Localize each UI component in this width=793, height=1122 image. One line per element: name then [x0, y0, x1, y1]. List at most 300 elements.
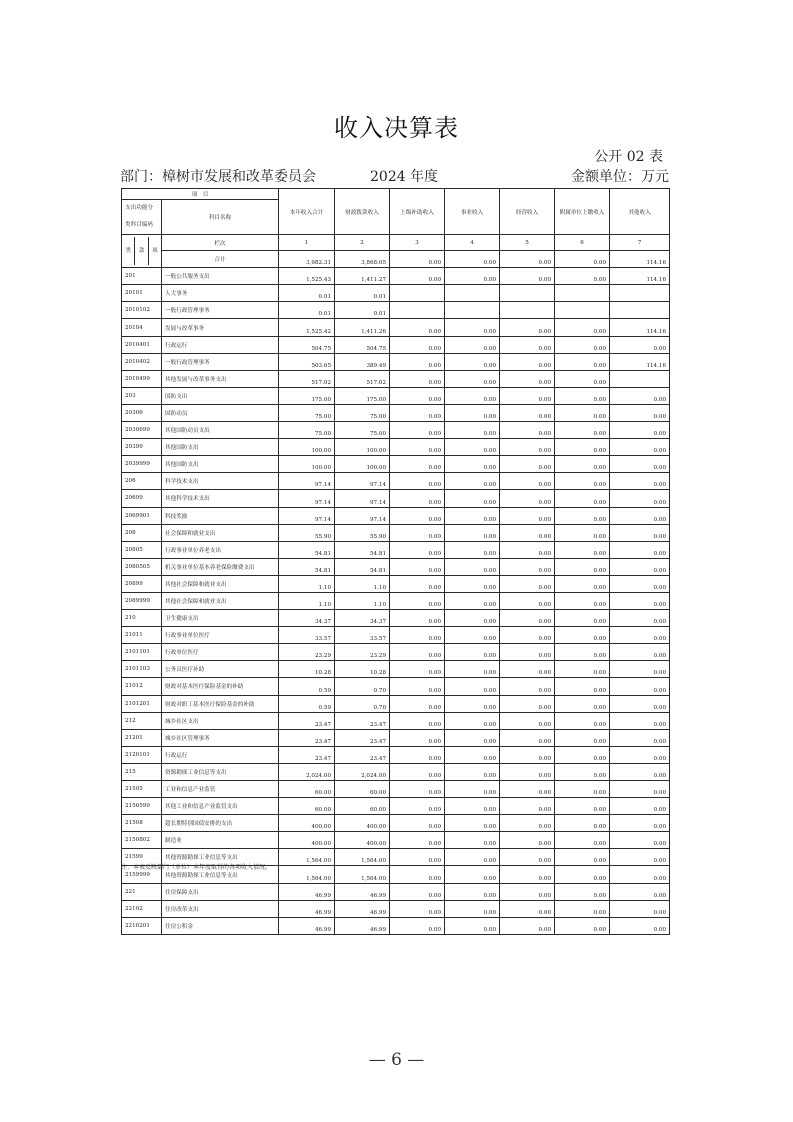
subject-name: 其他科学技术支出 — [162, 490, 279, 507]
amount-cell: 100.00 — [279, 439, 335, 456]
amount-cell: 0.00 — [610, 781, 670, 798]
amount-cell: 0.00 — [390, 781, 445, 798]
amount-cell: 0.00 — [610, 832, 670, 849]
amount-cell: 23.47 — [335, 712, 390, 729]
amount-cell: 0.00 — [555, 610, 610, 627]
amount-cell: 0.00 — [555, 422, 610, 439]
table-row — [122, 302, 670, 319]
amount-cell: 0.00 — [610, 473, 670, 490]
amount-cell: 0.00 — [610, 678, 670, 695]
total-row — [122, 251, 670, 268]
subject-name: 住房保障支出 — [162, 883, 279, 900]
amount-cell: 0.00 — [445, 592, 500, 609]
subject-code: 21599 — [122, 849, 162, 866]
amount-cell: 0.00 — [445, 917, 500, 934]
amount-cell: 1,564.00 — [279, 866, 335, 883]
subject-name: 发展与改革事务 — [162, 319, 279, 336]
amount-cell: 0.00 — [555, 712, 610, 729]
amount-cell: 23.47 — [335, 746, 390, 763]
amount-cell: 0.00 — [445, 353, 500, 370]
total-value: 0.00 — [555, 251, 610, 268]
amount-cell: 0.00 — [555, 849, 610, 866]
amount-cell: 0.00 — [610, 422, 670, 439]
amount-cell: 0.00 — [390, 404, 445, 421]
amount-cell: 0.00 — [500, 370, 555, 387]
subject-code: 2150599 — [122, 798, 162, 815]
amount-cell: 0.00 — [390, 866, 445, 883]
subject-code: 2030699 — [122, 422, 162, 439]
amount-cell: 0.00 — [445, 729, 500, 746]
amount-cell: 0.00 — [610, 610, 670, 627]
amount-cell: 0.00 — [390, 319, 445, 336]
amount-cell: 0.00 — [500, 541, 555, 558]
amount-cell: 97.14 — [335, 507, 390, 524]
amount-cell: 97.14 — [279, 473, 335, 490]
amount-cell: 46.99 — [279, 883, 335, 900]
table-row — [122, 678, 670, 695]
amount-cell: 75.00 — [335, 404, 390, 421]
subject-name: 财政对基本医疗保险基金的补助 — [162, 678, 279, 695]
table-row — [122, 370, 670, 387]
amount-cell: 0.00 — [555, 661, 610, 678]
subject-code: 2101103 — [122, 661, 162, 678]
amount-cell: 0.00 — [390, 370, 445, 387]
amount-cell: 0.59 — [279, 695, 335, 712]
amount-cell: 0.00 — [500, 763, 555, 780]
amount-cell: 0.00 — [500, 439, 555, 456]
amount-cell — [555, 285, 610, 302]
table-row — [122, 592, 670, 609]
amount-cell: 0.00 — [555, 473, 610, 490]
amount-cell: 0.00 — [500, 917, 555, 934]
code-header-line1: 支出功能分 — [125, 205, 153, 211]
subject-name: 一般行政管理事务 — [162, 302, 279, 319]
amount-cell: 0.00 — [390, 558, 445, 575]
amount-cell: 0.00 — [500, 832, 555, 849]
code-header — [122, 200, 162, 235]
amount-cell — [390, 285, 445, 302]
amount-cell: 0.00 — [445, 507, 500, 524]
amount-cell: 1,564.00 — [335, 849, 390, 866]
table-row — [122, 524, 670, 541]
subject-name: 国防动员 — [162, 404, 279, 421]
amount-cell: 0.00 — [500, 627, 555, 644]
amount-cell: 0.00 — [390, 610, 445, 627]
amount-cell: 0.00 — [445, 404, 500, 421]
amount-cell: 46.99 — [279, 900, 335, 917]
amount-cell: 0.00 — [610, 541, 670, 558]
amount-cell: 1,564.00 — [335, 866, 390, 883]
subject-name: 其他社会保障和就业支出 — [162, 592, 279, 609]
amount-cell: 0.00 — [500, 319, 555, 336]
amount-cell: 0.00 — [555, 404, 610, 421]
amount-cell: 0.00 — [445, 268, 500, 285]
subject-code: 208 — [122, 524, 162, 541]
amount-cell: 114.16 — [610, 319, 670, 336]
amount-cell: 0.00 — [390, 268, 445, 285]
amount-cell: 60.00 — [279, 798, 335, 815]
amount-cell: 0.00 — [500, 507, 555, 524]
amount-cell: 23.47 — [279, 729, 335, 746]
amount-cell: 2,024.00 — [279, 763, 335, 780]
subject-code: 22102 — [122, 900, 162, 917]
subject-name: 一般行政管理事务 — [162, 353, 279, 370]
amount-cell: 0.00 — [390, 439, 445, 456]
table-row — [122, 832, 670, 849]
subject-code: 20899 — [122, 575, 162, 592]
amount-cell: 504.75 — [279, 336, 335, 353]
table-row — [122, 695, 670, 712]
amount-cell: 0.00 — [610, 849, 670, 866]
amount-cell: 0.01 — [279, 285, 335, 302]
subject-name: 公务员医疗补助 — [162, 661, 279, 678]
amount-cell: 46.99 — [335, 883, 390, 900]
amount-cell: 2,024.00 — [335, 763, 390, 780]
subject-name: 城乡社区支出 — [162, 712, 279, 729]
col-number: 2 — [335, 235, 390, 251]
amount-cell — [610, 370, 670, 387]
amount-cell: 0.00 — [445, 763, 500, 780]
amount-cell: 0.00 — [445, 900, 500, 917]
amount-cell: 0.00 — [390, 524, 445, 541]
table-row — [122, 439, 670, 456]
amount-cell: 517.02 — [279, 370, 335, 387]
subject-name: 其他发展与改革事务支出 — [162, 370, 279, 387]
amount-cell: 0.00 — [445, 746, 500, 763]
subject-name: 其他社会保障和就业支出 — [162, 575, 279, 592]
lanci-label: 栏次 — [162, 235, 279, 251]
amount-cell: 0.00 — [500, 268, 555, 285]
amount-cell: 0.00 — [445, 815, 500, 832]
amount-cell: 33.57 — [279, 627, 335, 644]
item-header: 项 目 — [122, 189, 279, 200]
subject-name: 工业和信息产业监管 — [162, 781, 279, 798]
subject-name: 制造业 — [162, 832, 279, 849]
subject-name: 卫生健康支出 — [162, 610, 279, 627]
subject-code: 21201 — [122, 729, 162, 746]
amount-cell: 54.81 — [279, 558, 335, 575]
subject-code: 2159999 — [122, 866, 162, 883]
amount-cell: 400.00 — [335, 815, 390, 832]
amount-cell: 0.00 — [610, 798, 670, 815]
amount-cell: 0.00 — [555, 678, 610, 695]
amount-cell: 0.00 — [390, 917, 445, 934]
amount-cell: 0.00 — [445, 832, 500, 849]
amount-cell: 0.00 — [445, 439, 500, 456]
amount-cell: 0.00 — [445, 370, 500, 387]
table-row — [122, 729, 670, 746]
subject-name: 社会保障和就业支出 — [162, 524, 279, 541]
lkx-header — [122, 235, 162, 268]
amount-cell: 0.00 — [555, 319, 610, 336]
amount-cell: 400.00 — [279, 815, 335, 832]
subject-name: 超长期特别国债安排的支出 — [162, 815, 279, 832]
subject-code: 215 — [122, 763, 162, 780]
subject-name: 其他工业和信息产业监管支出 — [162, 798, 279, 815]
subject-code: 2120101 — [122, 746, 162, 763]
page-number: — 6 — — [368, 1050, 425, 1070]
subject-code: 206 — [122, 473, 162, 490]
amount-cell: 0.00 — [555, 507, 610, 524]
amount-cell: 0.00 — [500, 524, 555, 541]
total-value: 0.00 — [445, 251, 500, 268]
total-value: 114.16 — [610, 251, 670, 268]
amount-cell: 75.00 — [335, 422, 390, 439]
table-row — [122, 353, 670, 370]
subject-name: 行政运行 — [162, 746, 279, 763]
col-header: 其他收入 — [610, 189, 670, 235]
col-number: 7 — [610, 235, 670, 251]
subject-code: 20805 — [122, 541, 162, 558]
amount-cell: 0.00 — [610, 644, 670, 661]
subject-name: 行政事业单位养老支出 — [162, 541, 279, 558]
subject-name: 人大事务 — [162, 285, 279, 302]
table-row — [122, 815, 670, 832]
amount-cell: 0.00 — [610, 746, 670, 763]
amount-cell: 0.00 — [500, 883, 555, 900]
col-number: 5 — [500, 235, 555, 251]
amount-cell: 0.00 — [610, 558, 670, 575]
table-row — [122, 575, 670, 592]
table-row — [122, 627, 670, 644]
amount-cell: 0.00 — [610, 575, 670, 592]
amount-cell: 0.00 — [555, 644, 610, 661]
amount-cell: 0.00 — [555, 917, 610, 934]
amount-cell: 1.10 — [279, 575, 335, 592]
total-value: 3,868.05 — [335, 251, 390, 268]
amount-cell: 0.00 — [610, 917, 670, 934]
amount-cell: 0.00 — [445, 575, 500, 592]
amount-cell: 0.00 — [500, 404, 555, 421]
subject-name: 城乡社区管理事务 — [162, 729, 279, 746]
amount-cell: 0.00 — [610, 866, 670, 883]
amount-cell: 0.00 — [500, 712, 555, 729]
subject-name: 住房公积金 — [162, 917, 279, 934]
amount-cell: 0.00 — [500, 473, 555, 490]
amount-cell: 0.00 — [390, 815, 445, 832]
subject-code: 2210201 — [122, 917, 162, 934]
amount-cell: 0.00 — [555, 456, 610, 473]
amount-cell: 0.00 — [390, 507, 445, 524]
amount-cell: 54.81 — [279, 541, 335, 558]
subject-code: 2101101 — [122, 644, 162, 661]
amount-cell: 0.00 — [500, 661, 555, 678]
amount-cell — [390, 302, 445, 319]
amount-cell: 0.00 — [445, 490, 500, 507]
amount-cell: 0.00 — [390, 695, 445, 712]
amount-cell: 0.00 — [445, 610, 500, 627]
subject-name: 一般公共服务支出 — [162, 268, 279, 285]
amount-cell: 0.70 — [335, 695, 390, 712]
col-number: 6 — [555, 235, 610, 251]
amount-cell — [610, 302, 670, 319]
total-value: 3,982.31 — [279, 251, 335, 268]
subject-code: 20399 — [122, 439, 162, 456]
amount-cell: 0.00 — [390, 661, 445, 678]
amount-cell: 23.29 — [279, 644, 335, 661]
unit-label: 金额单位：万元 — [571, 169, 669, 185]
col-header: 附属单位上缴收入 — [555, 189, 610, 235]
amount-cell: 504.75 — [335, 336, 390, 353]
amount-cell: 100.00 — [279, 456, 335, 473]
amount-cell: 0.00 — [500, 729, 555, 746]
amount-cell: 33.57 — [335, 627, 390, 644]
amount-cell: 0.00 — [555, 866, 610, 883]
col-number: 1 — [279, 235, 335, 251]
amount-cell — [555, 302, 610, 319]
amount-cell: 0.00 — [500, 456, 555, 473]
subject-code: 2150802 — [122, 832, 162, 849]
amount-cell: 0.00 — [500, 387, 555, 404]
amount-cell: 0.00 — [555, 541, 610, 558]
amount-cell: 1,525.42 — [279, 319, 335, 336]
table-row — [122, 285, 670, 302]
subject-name: 行政运行 — [162, 336, 279, 353]
amount-cell: 55.90 — [279, 524, 335, 541]
subject-code: 20101 — [122, 285, 162, 302]
amount-cell: 0.70 — [335, 678, 390, 695]
amount-cell: 1,564.00 — [279, 849, 335, 866]
amount-cell: 0.00 — [445, 558, 500, 575]
amount-cell: 0.00 — [445, 661, 500, 678]
table-row — [122, 883, 670, 900]
amount-cell: 0.00 — [390, 849, 445, 866]
amount-cell: 175.00 — [279, 387, 335, 404]
amount-cell — [500, 285, 555, 302]
amount-cell: 0.00 — [500, 900, 555, 917]
subject-code: 210 — [122, 610, 162, 627]
amount-cell: 0.00 — [445, 422, 500, 439]
amount-cell: 0.00 — [500, 558, 555, 575]
amount-cell: 55.90 — [335, 524, 390, 541]
subject-code: 2101201 — [122, 695, 162, 712]
amount-cell: 0.00 — [390, 900, 445, 917]
subject-name: 其他国防动员支出 — [162, 422, 279, 439]
amount-cell: 0.00 — [500, 644, 555, 661]
name-header: 科目名称 — [162, 200, 279, 235]
amount-cell — [445, 302, 500, 319]
amount-cell: 1,411.26 — [335, 319, 390, 336]
amount-cell: 0.00 — [500, 746, 555, 763]
table-row — [122, 661, 670, 678]
code-header-line2: 类科目编码 — [125, 222, 153, 228]
amount-cell: 400.00 — [335, 832, 390, 849]
amount-cell: 114.16 — [610, 353, 670, 370]
form-number: 公开 02 表 — [594, 149, 663, 165]
subject-name: 住房改革支出 — [162, 900, 279, 917]
xiang-label: 项 — [152, 248, 158, 255]
page-title: 收入决算表 — [334, 114, 459, 142]
amount-cell: 517.02 — [335, 370, 390, 387]
amount-cell: 0.00 — [390, 627, 445, 644]
amount-cell: 0.00 — [500, 678, 555, 695]
amount-cell: 0.00 — [445, 695, 500, 712]
amount-cell: 97.14 — [335, 473, 390, 490]
table-row — [122, 490, 670, 507]
total-label: 合计 — [162, 251, 279, 268]
amount-cell: 0.00 — [555, 370, 610, 387]
amount-cell: 0.00 — [445, 541, 500, 558]
amount-cell: 0.00 — [390, 336, 445, 353]
table-row — [122, 319, 670, 336]
table-row — [122, 917, 670, 934]
subject-name: 机关事业单位基本养老保险缴费支出 — [162, 558, 279, 575]
amount-cell: 0.59 — [279, 678, 335, 695]
amount-cell: 10.28 — [279, 661, 335, 678]
amount-cell: 0.00 — [390, 575, 445, 592]
amount-cell: 0.00 — [445, 319, 500, 336]
amount-cell: 0.00 — [555, 558, 610, 575]
subject-name: 科学技术支出 — [162, 473, 279, 490]
amount-cell: 0.00 — [445, 781, 500, 798]
table-row — [122, 473, 670, 490]
subject-code: 20306 — [122, 404, 162, 421]
amount-cell: 75.00 — [279, 404, 335, 421]
col-header: 经营收入 — [500, 189, 555, 235]
amount-cell: 60.00 — [335, 781, 390, 798]
amount-cell: 0.00 — [390, 729, 445, 746]
amount-cell: 0.00 — [500, 490, 555, 507]
amount-cell: 389.49 — [335, 353, 390, 370]
col-header: 财政拨款收入 — [335, 189, 390, 235]
amount-cell: 0.00 — [445, 849, 500, 866]
col-number: 4 — [445, 235, 500, 251]
total-value: 0.00 — [500, 251, 555, 268]
amount-cell: 0.01 — [335, 302, 390, 319]
amount-cell: 0.00 — [500, 695, 555, 712]
amount-cell: 0.00 — [610, 507, 670, 524]
amount-cell: 0.01 — [279, 302, 335, 319]
amount-cell: 0.00 — [500, 781, 555, 798]
amount-cell: 0.00 — [390, 473, 445, 490]
amount-cell: 0.00 — [390, 592, 445, 609]
subject-code: 20699 — [122, 490, 162, 507]
table-note: 注：本表反映部门（单位）本年度取得的各项收入情况。 — [121, 864, 272, 871]
amount-cell: 97.14 — [279, 490, 335, 507]
amount-cell: 0.00 — [555, 592, 610, 609]
subject-name: 其他国防支出 — [162, 439, 279, 456]
year-label: 2024 年度 — [370, 169, 439, 185]
amount-cell: 0.00 — [555, 524, 610, 541]
amount-cell: 0.00 — [610, 456, 670, 473]
amount-cell — [500, 302, 555, 319]
amount-cell: 0.00 — [390, 456, 445, 473]
amount-cell: 0.00 — [610, 883, 670, 900]
table-row — [122, 644, 670, 661]
amount-cell: 0.00 — [610, 336, 670, 353]
amount-cell: 0.00 — [610, 439, 670, 456]
table-row — [122, 541, 670, 558]
col-header: 上级补助收入 — [390, 189, 445, 235]
amount-cell: 0.00 — [500, 353, 555, 370]
subject-code: 2069901 — [122, 507, 162, 524]
amount-cell: 23.47 — [335, 729, 390, 746]
amount-cell: 0.00 — [445, 387, 500, 404]
amount-cell: 0.00 — [390, 387, 445, 404]
amount-cell: 75.00 — [279, 422, 335, 439]
subject-code: 2010402 — [122, 353, 162, 370]
subject-name: 行政事业单位医疗 — [162, 627, 279, 644]
amount-cell: 10.28 — [335, 661, 390, 678]
table-row — [122, 900, 670, 917]
amount-cell: 0.00 — [555, 490, 610, 507]
amount-cell: 1.10 — [335, 592, 390, 609]
amount-cell: 0.00 — [555, 798, 610, 815]
amount-cell: 0.00 — [390, 763, 445, 780]
meta-line — [120, 166, 669, 186]
amount-cell: 0.00 — [445, 456, 500, 473]
amount-cell: 0.00 — [390, 712, 445, 729]
